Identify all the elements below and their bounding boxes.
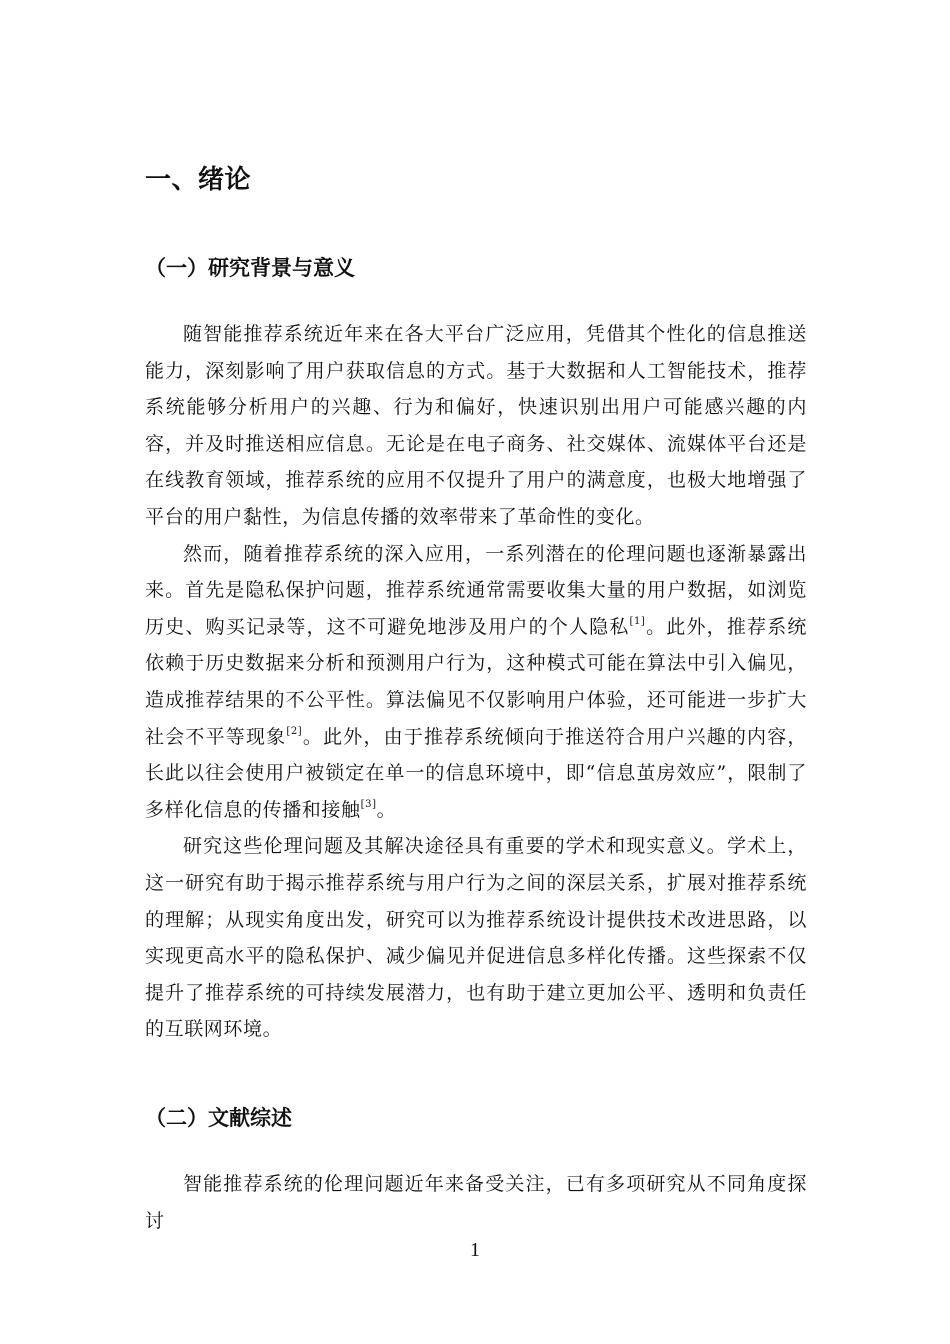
section-title-literature-review: （二）文献综述 [145,1106,292,1130]
page-number: 1 [470,1239,480,1261]
section-body-literature-review [145,1166,807,1239]
paragraph-1: 随智能推荐系统近年来在各大平台广泛应用，凭借其个性化的信息推送能力，深刻影响了用户获取信息的方式。基于大数据和人工智能技术，推荐系统能够分析用户的兴趣、行为和偏好，快速识别出用户可能感兴趣的内容，并及时推送相应信息。无论是在电子商务、社交媒体、流媒体平台还是在线教育领域，推荐系统的应用不仅提升了用户的满意度，也极大地增强了平台的用户黏性，为信息传播的效率带来了革命性的变化。 [145,323,807,528]
paragraph-3: 研究这些伦理问题及其解决途径具有重要的学术和现实意义。学术上，这一研究有助于揭示推荐系统与用户行为之间的深层关系，扩展对推荐系统的理解；从现实角度出发，研究可以为推荐系统设计提供技术改进思路，以实现更高水平的隐私保护、减少偏见并促进信息多样化传播。这些探索不仅提升了推荐系统的可持续发展潜力，也有助于建立更加公平、透明和负责任的互联网环境。 [145,835,807,1041]
paragraph-2 [145,536,807,829]
citation-ref-3: [3] [360,798,377,810]
citation-ref-2: [2] [286,725,303,737]
citation-ref-1: [1] [629,615,646,627]
paragraph-2-text-c: 。此外，由于推荐系统倾向于推送符合用户兴趣的内容，长此以往会使用户被锁定在单一的信息环境中，即“信息茧房效应”，限制了多样化信息的传播和接触 [145,725,807,821]
paragraph-2-text-d: 。 [376,798,397,821]
section-title-background: （一）研究背景与意义 [145,256,355,280]
paragraph-4: 智能推荐系统的伦理问题近年来备受关注，已有多项研究从不同角度探讨 [145,1173,807,1232]
paragraph-2-text-b: 。此外，推荐系统依赖于历史数据来分析和预测用户行为，这种模式可能在算法中引入偏见，造成推荐结果的不公平性。算法偏见不仅影响用户体验，还可能进一步扩大社会不平等现象 [145,615,807,748]
chapter-title: 一、绪论 [145,165,252,195]
section-body-background [145,316,807,1048]
paragraph-2-text-a: 然而，随着推荐系统的深入应用，一系列潜在的伦理问题也逐渐暴露出来。首先是隐私保护问题，推荐系统通常需要收集大量的用户数据，如浏览历史、购买记录等，这不可避免地涉及用户的个人隐私 [145,542,807,638]
